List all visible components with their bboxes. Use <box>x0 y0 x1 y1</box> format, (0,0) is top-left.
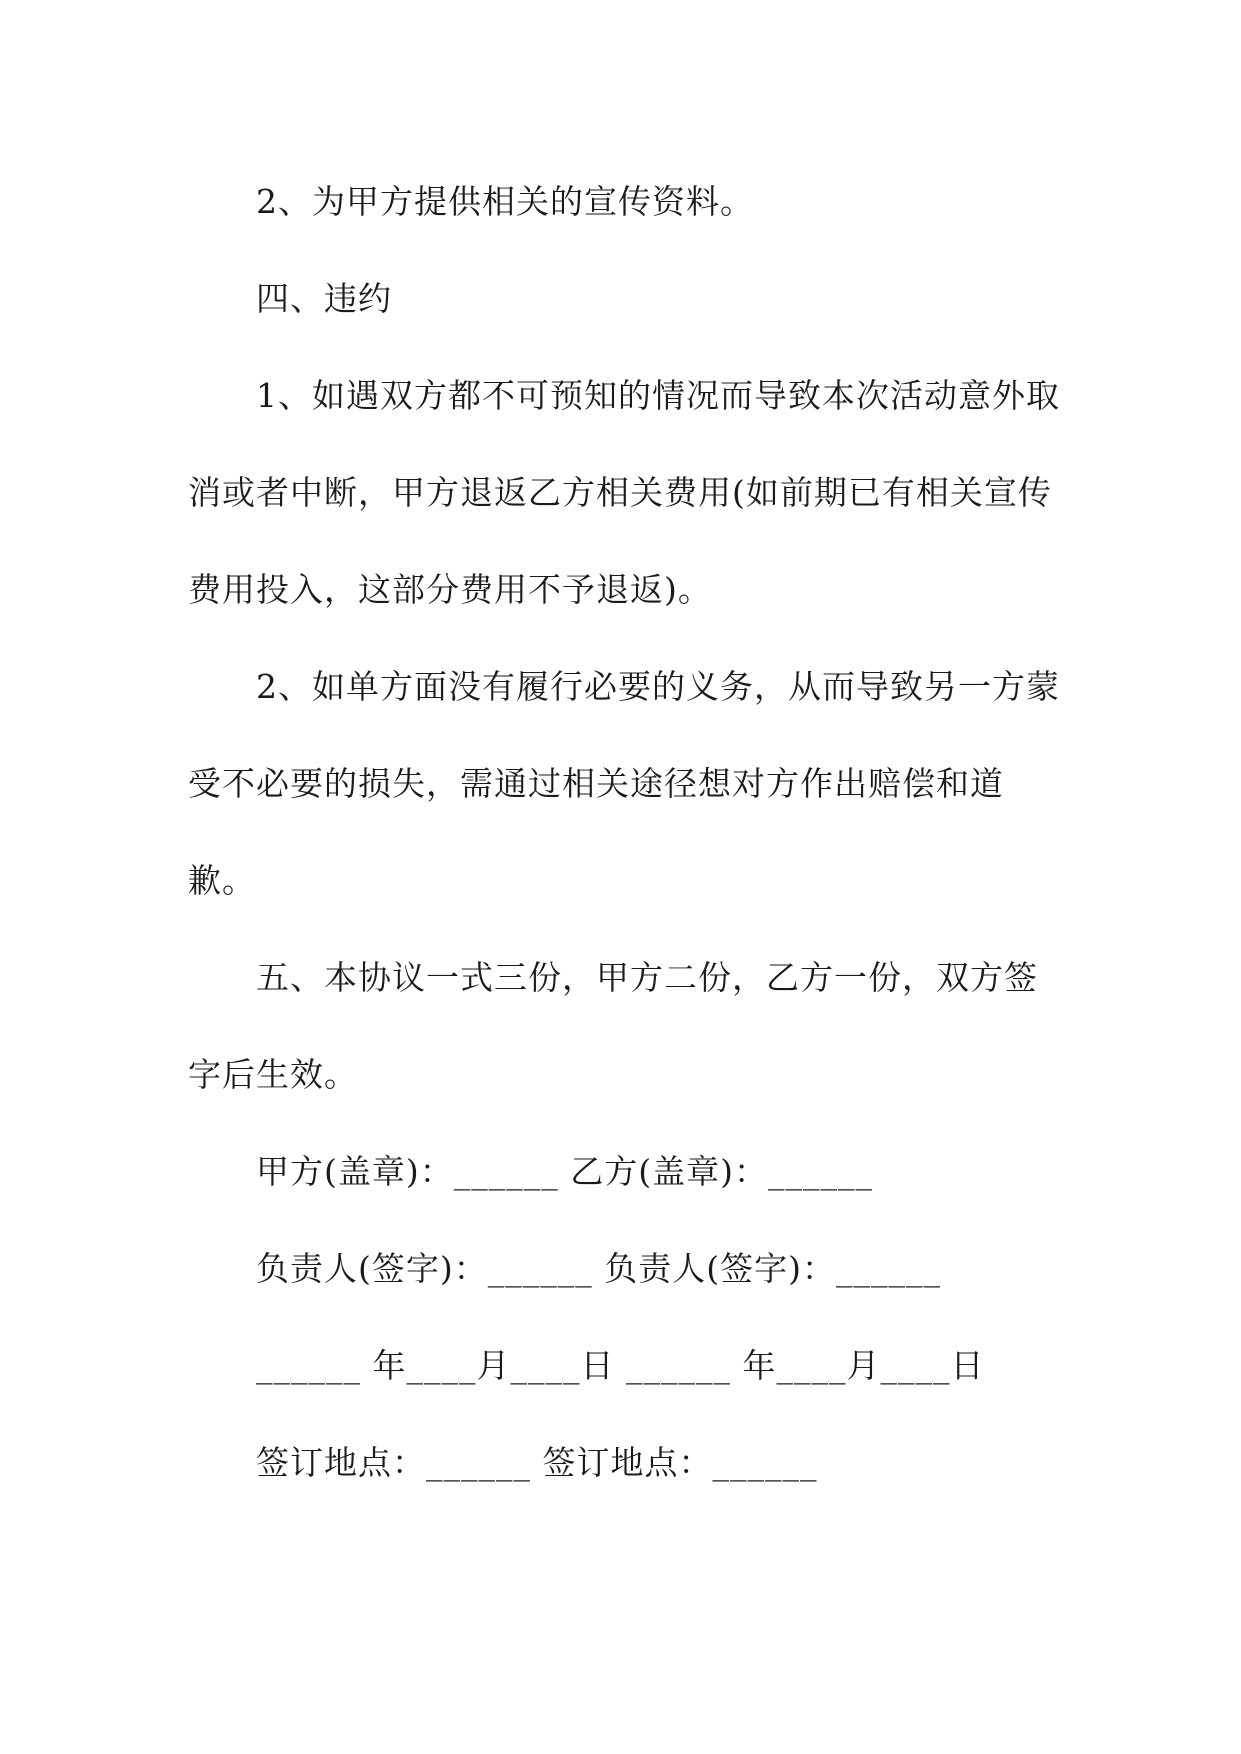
item-2-promo-materials: 2、为甲方提供相关的宣传资料。 <box>256 182 754 221</box>
section-4-heading: 四、违约 <box>256 279 392 318</box>
section-5-line-2: 字后生效。 <box>188 1055 358 1094</box>
breach-clause-1-line-1: 1、如遇双方都不可预知的情况而导致本次活动意外取 <box>256 376 1060 415</box>
signing-place-line: 签订地点：______ 签订地点：______ <box>256 1443 818 1482</box>
signature-line: 负责人(签字)：______ 负责人(签字)：______ <box>256 1249 941 1288</box>
breach-clause-1-line-2: 消或者中断，甲方退返乙方相关费用(如前期已有相关宣传 <box>188 473 1052 512</box>
seal-line: 甲方(盖章)：______ 乙方(盖章)：______ <box>256 1152 873 1191</box>
breach-clause-2-line-2: 受不必要的损失，需通过相关途径想对方作出赔偿和道 <box>188 764 1004 803</box>
breach-clause-2-line-1: 2、如单方面没有履行必要的义务，从而导致另一方蒙 <box>256 667 1060 706</box>
date-line: ______ 年____月____日 ______ 年____月____日 <box>256 1346 985 1385</box>
section-5-line-1: 五、本协议一式三份，甲方二份，乙方一份，双方签 <box>256 958 1038 997</box>
breach-clause-1-line-3: 费用投入，这部分费用不予退返)。 <box>188 570 712 609</box>
breach-clause-2-line-3: 歉。 <box>188 861 256 900</box>
